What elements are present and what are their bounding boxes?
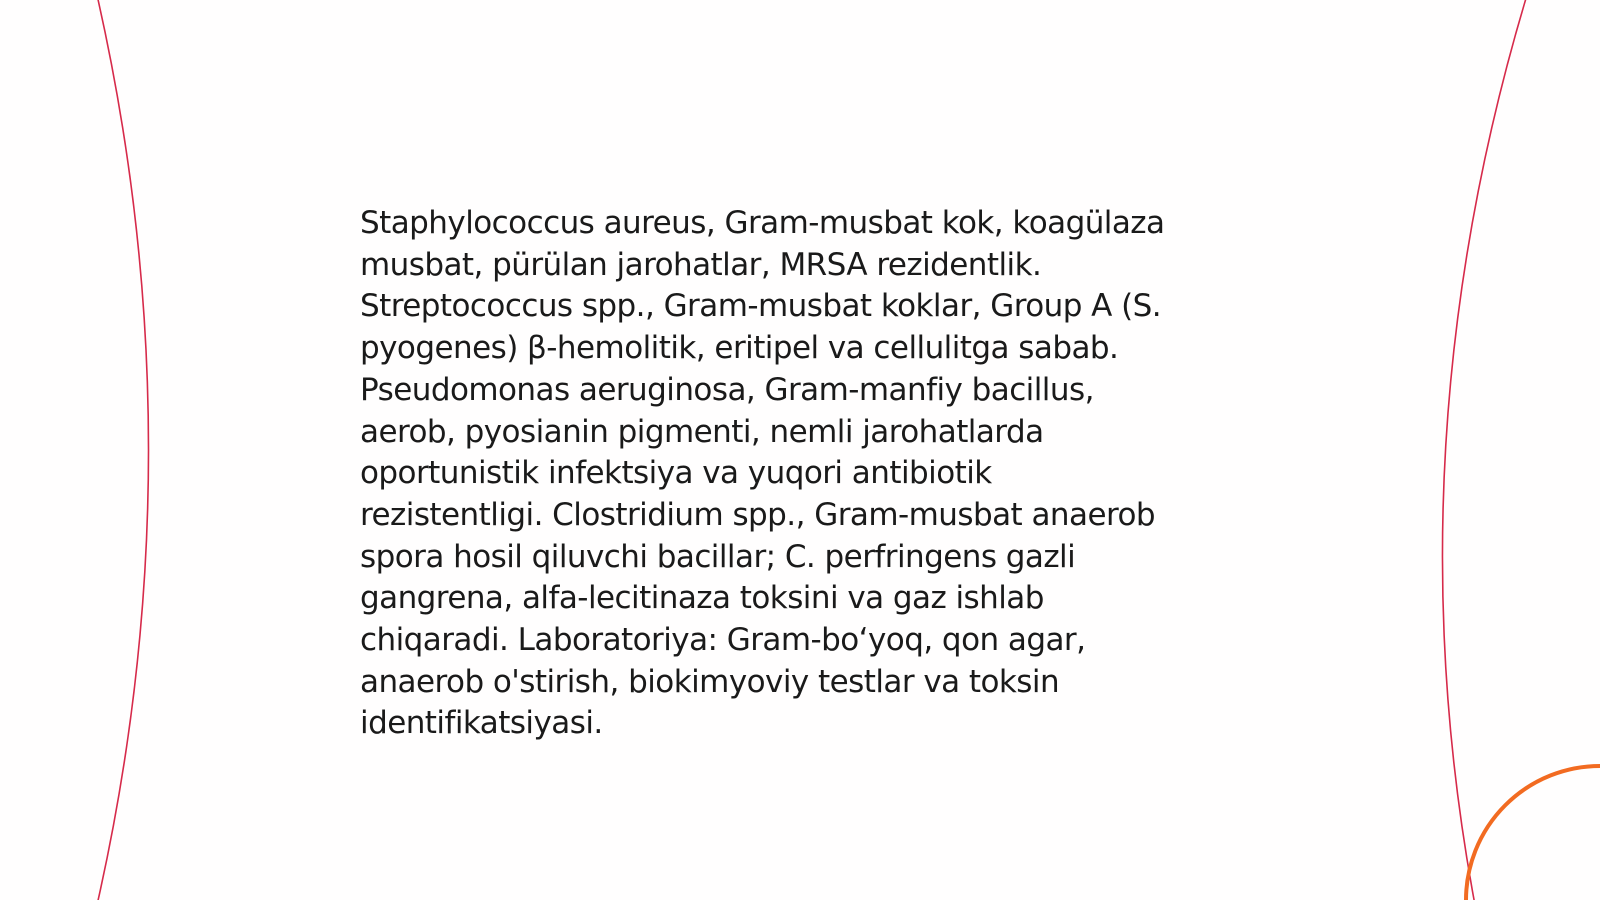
- orange-circle-accent: [1466, 766, 1600, 900]
- right-curve-line: [1442, 0, 1527, 900]
- left-curve-line: [97, 0, 149, 900]
- slide-body-text: Staphylococcus aureus, Gram-musbat kok, koagülaza musbat, pürülan jarohatlar, MRSA rezidentlik. Streptococcus spp., Gram-musbat koklar, Group A (S. pyogenes) β-hemolitik, eritipel va cellulitga sabab. Pseudomonas aeruginosa, Gram-manfiy bacillus, aerob, pyosianin pigmenti, nemli jarohatlarda oportunistik infektsiya va yuqori antibiotik rezistentligi. Clostridium spp., Gram-musbat anaerob spora hosil qiluvchi bacillar; C. perfringens gazli gangrena, alfa-lecitinaza toksini va gaz ishlab chiqaradi. Laboratoriya: Gram-bo‘yoq, qon agar, anaerob o'stirish, biokimyoviy testlar va toksin identifikatsiyasi.: [360, 205, 1165, 742]
